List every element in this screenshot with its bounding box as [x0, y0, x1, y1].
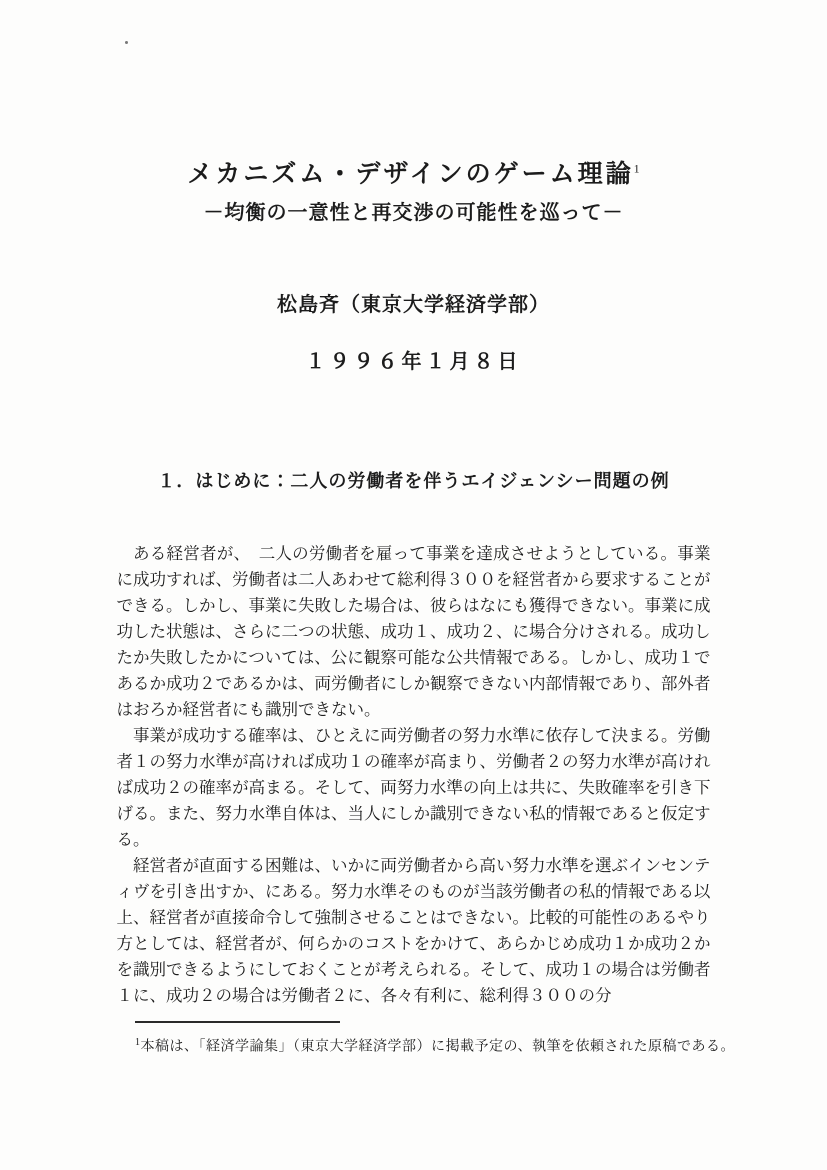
- body-text: [117, 541, 711, 1009]
- footnote-text: 本稿は、「経済学論集」（東京大学経済学部）に掲載予定の、執筆を依頼された原稿である。: [140, 1040, 735, 1055]
- title-footnote-marker: 1: [633, 161, 640, 176]
- body-paragraph-1: ある経営者が、 二人の労働者を雇って事業を達成させようとしている。事業に成功すれば、労働者は二人あわせて総利得３００を経営者から要求することができる。しかし、事業に失敗した場合は、彼らはなにも獲得できない。事業に成功した状態は、さらに二つの状態、成功１、成功２、に場合分けされる。成功したか失敗したかについては、公に観察可能な公共情報である。しかし、成功１であるか成功２であるかは、両労働者にしか観察できない内部情報であり、部外者はおろか経営者にも識別できない。: [116, 543, 711, 719]
- body-paragraph-3: 経営者が直面する困難は、いかに両労働者から高い努力水準を選ぶインセンティヴを引き出すか、にある。努力水準そのものが当該労働者の私的情報である以上、経営者が直接命令して強制させることはできない。比較的可能性のあるやり方としては、経営者が、何らかのコストをかけて、あらかじめ成功１か成功２かを識別できるようにしておくことが考えられる。そして、成功１の場合は労働者１に、成功２の場合は労働者２に、各々有利に、総利得３００の分: [116, 855, 711, 1005]
- footnote-marker: 1: [135, 1037, 141, 1049]
- footnote-separator-rule: [135, 1021, 340, 1023]
- footnote-area: [135, 1021, 755, 1058]
- title-block: [0, 156, 827, 230]
- body-paragraph-2: 事業が成功する確率は、ひとえに両労働者の努力水準に依存して決まる。労働者１の努力水準が高ければ成功１の確率が高まり、労働者２の努力水準が高ければ成功２の確率が高まる。そして、両努力水準の向上は共に、失敗確率を引き下げる。また、努力水準自体は、当人にしか識別できない私的情報であると仮定する。: [116, 725, 711, 849]
- section-heading-introduction: １．はじめに：二人の労働者を伴うエイジェンシー問題の例: [157, 470, 670, 491]
- author-affiliation: 松島斉（東京大学経済学部）: [277, 293, 550, 316]
- paper-subtitle: －均衡の一意性と再交渉の可能性を巡って－: [203, 201, 624, 224]
- footnote: [135, 1035, 755, 1058]
- publication-date: １９９６年１月８日: [305, 350, 522, 373]
- scan-artifact-dot: [125, 41, 128, 44]
- paper-title-text: メカニズム・デザインのゲーム理論: [187, 161, 634, 188]
- paper-title: [0, 156, 827, 194]
